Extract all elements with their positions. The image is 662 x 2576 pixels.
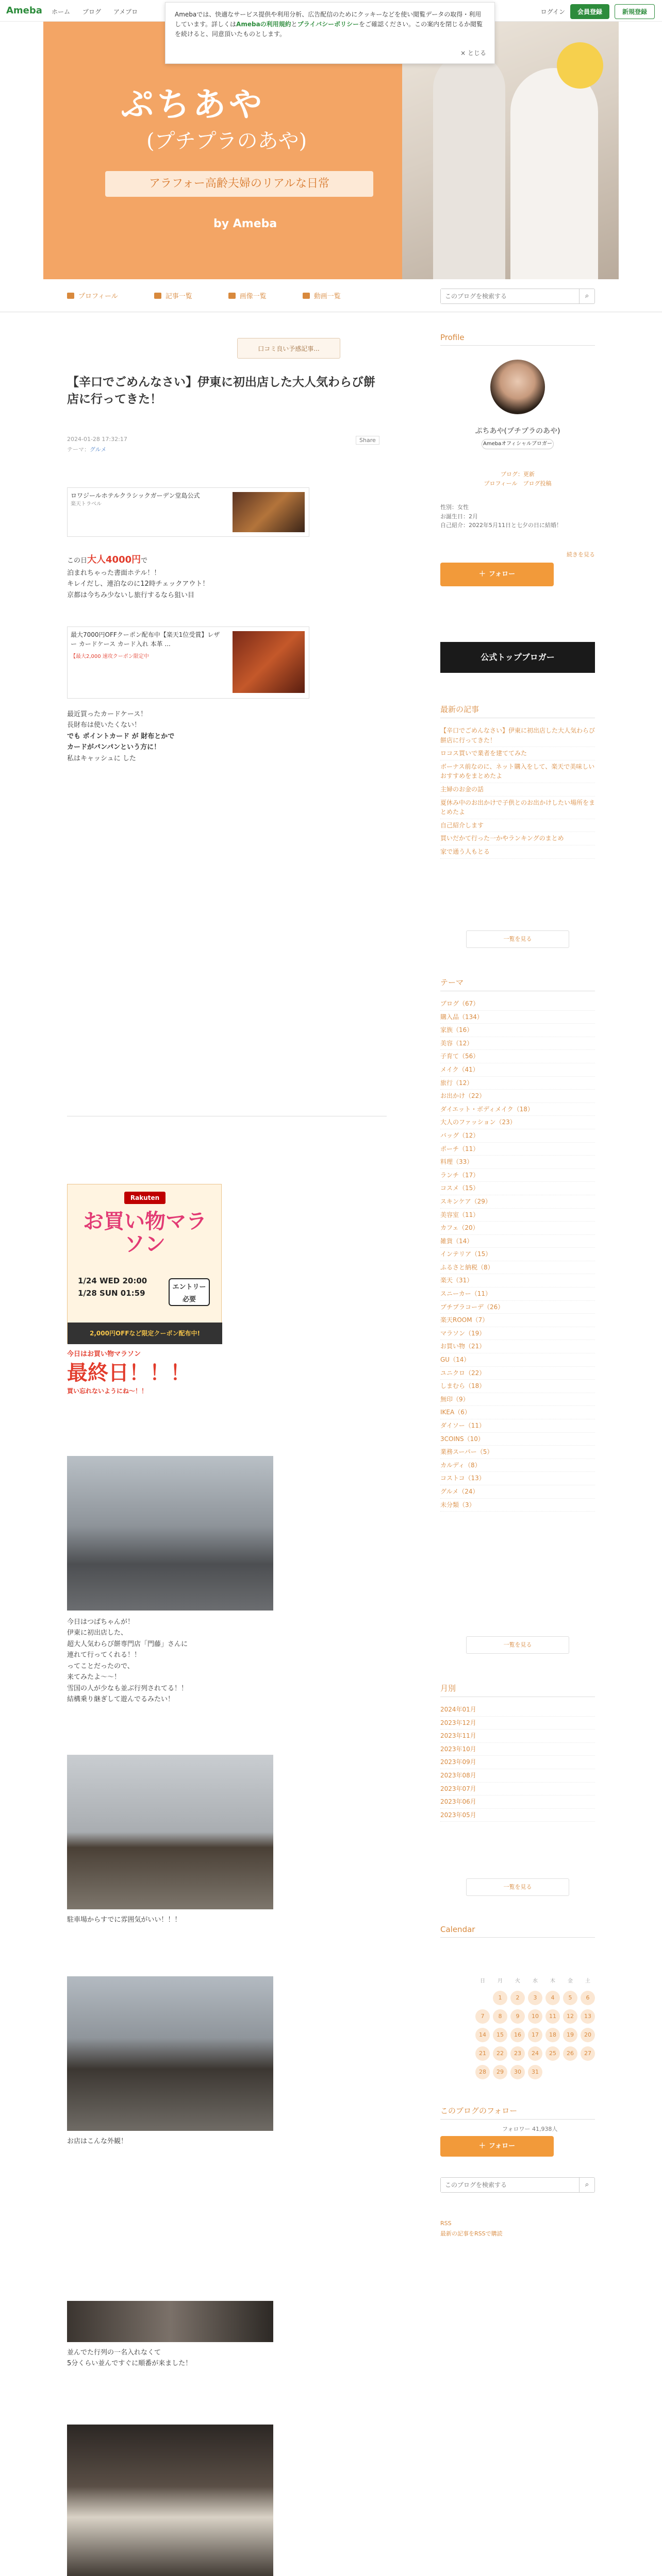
theme-item[interactable]: 雑貨（14） (440, 1235, 595, 1248)
review-button[interactable]: 口コミ良い予感記事... (237, 338, 340, 359)
calendar-week-row (440, 2028, 595, 2042)
hotel-price-prefix: この日 (67, 557, 88, 565)
calendar-day[interactable]: 5 (563, 1991, 577, 2005)
month-item[interactable]: 2024年01月 (440, 1703, 595, 1717)
theme-item[interactable]: グルメ（24） (440, 1485, 595, 1499)
rakuten-entry-badge: エントリー必要 (169, 1278, 210, 1306)
groom-figure (433, 53, 505, 279)
cookie-text: Amebaでは、快適なサービス提供や利用分析、広告配信のためにクッキーなどを使い閲覧データの取得・利用しています。詳しくは (175, 11, 482, 28)
cardcase-link-card[interactable] (67, 626, 309, 699)
cardcase-paragraph (67, 709, 376, 764)
theme-label: テーマ： (67, 446, 90, 453)
theme-item[interactable]: しまむら（18） (440, 1380, 595, 1393)
blog-nav-items (67, 291, 341, 300)
recent-item[interactable]: 買いだかて行った一かやランキングのまとめ (440, 832, 595, 845)
calendar-day[interactable]: 21 (475, 2046, 490, 2061)
shop-intro-7: 雪国の人が少なも並ぶ行列されてる！！ (67, 1684, 188, 1692)
month-item[interactable]: 2023年06月 (440, 1795, 595, 1809)
rakuten-marathon-banner[interactable] (67, 1184, 222, 1344)
calendar-day[interactable]: 25 (545, 2046, 560, 2061)
recent-item[interactable]: 主婦のお金の話 (440, 783, 595, 796)
banner-brand: by Ameba (213, 217, 277, 230)
cardcase-card-sub: 【最大2,000 速攻クーポン限定中 (71, 654, 149, 659)
cookie-tail: をご確認ください。この案内を閉じるか閲覧を続けると、同意頂いたものとします。 (175, 21, 483, 38)
theme-item[interactable]: 家族（16） (440, 1024, 595, 1037)
calendar-day[interactable]: 23 (510, 2046, 525, 2061)
calendar-day[interactable]: 1 (493, 1991, 507, 2005)
search-icon[interactable]: ⌕ (579, 2178, 594, 2192)
follow-heading: このブログのフォロー (440, 2105, 595, 2120)
article-theme (67, 445, 106, 453)
bouquet (557, 42, 603, 89)
profile-birthday: お誕生日：2月 (440, 513, 478, 520)
cookie-notice (165, 2, 495, 64)
calendar-day[interactable]: 4 (545, 1991, 560, 2005)
profile-gender: 性別：女性 (440, 504, 469, 511)
calendar-weekday: 日 (480, 1978, 485, 1984)
theme-item[interactable]: ダイエット・ボディメイク（18） (440, 1103, 595, 1116)
showcase-photo (67, 2425, 273, 2576)
calendar-day[interactable]: 10 (528, 2009, 542, 2024)
theme-item[interactable]: バッグ（12） (440, 1129, 595, 1143)
shop-intro-paragraph (67, 1617, 376, 1705)
theme-item[interactable]: メイク（41） (440, 1063, 595, 1077)
profile-name[interactable]: ぷちあや(プチプラのあや) (475, 427, 560, 435)
signup-button[interactable]: 新規登録 (615, 4, 655, 19)
recent-item[interactable]: ボーナス前なのに、ネット購入をして、楽天で美味しいおすすめをまとめたよ (440, 760, 595, 783)
marathon-final-day: 最終日！！！ (67, 1361, 191, 1385)
profile-heading: Profile (440, 333, 595, 346)
nav-videos-label: 動画一覧 (313, 293, 341, 300)
theme-item[interactable]: お出かけ（22） (440, 1090, 595, 1103)
recent-item[interactable]: 家で通う人もとる (440, 845, 595, 859)
privacy-link[interactable]: プライバシーポリシー (297, 21, 359, 28)
profile-link-row (440, 479, 595, 488)
queue-text-2: 5分くらい並んですぐに順番が来ました！ (67, 2360, 192, 2368)
queue-text-1: 並んでた行列の一名入れなくて (67, 2349, 161, 2357)
nav-images-label: 画像一覧 (239, 293, 267, 300)
theme-item[interactable]: 未分類（3） (440, 1499, 595, 1512)
calendar-heading: Calendar (440, 1925, 595, 1938)
follow-button[interactable] (440, 563, 554, 586)
calendar-day[interactable]: 16 (510, 2028, 525, 2042)
plus-icon: ＋ (478, 570, 486, 578)
nav-profile[interactable] (67, 291, 118, 300)
hotel-card-body (71, 491, 200, 508)
theme-item[interactable]: ふるさと納税（8） (440, 1261, 595, 1275)
rakuten-end: 1/28 SUN 01:59 (78, 1289, 145, 1298)
cardcase-card-image (233, 631, 305, 693)
banner-tagline: アラフォー高齢夫婦のリアルな日常 (105, 171, 373, 197)
profile-links (440, 470, 595, 488)
calendar-day[interactable]: 11 (545, 2009, 560, 2024)
hotel-price-suffix: で (141, 557, 148, 565)
hotel-price-line (67, 552, 376, 568)
calendar-day[interactable]: 27 (581, 2046, 595, 2061)
theme-item[interactable]: お買い物（21） (440, 1340, 595, 1353)
profile-intro: 自己紹介：2022年5月11日と七夕の日に結婚！ (440, 522, 562, 529)
building-photo (67, 1755, 273, 1909)
calendar (440, 1976, 595, 2083)
calendar-week-row (440, 1991, 595, 2005)
queue-photo (67, 2301, 273, 2342)
month-more-button[interactable]: 一覧を見る (466, 1878, 569, 1896)
calendar-empty-cell (563, 2065, 577, 2075)
month-item[interactable]: 2023年07月 (440, 1783, 595, 1796)
rss-links (440, 2218, 503, 2239)
hotel-price: 大人4000円 (87, 554, 141, 565)
nav-images[interactable] (228, 291, 267, 300)
calendar-day[interactable]: 7 (475, 2009, 490, 2024)
theme-item[interactable]: 楽天（31） (440, 1274, 595, 1287)
calendar-day[interactable]: 12 (563, 2009, 577, 2024)
theme-item[interactable]: プチプラコーデ（26） (440, 1301, 595, 1314)
theme-list (440, 997, 595, 1512)
calendar-empty-cell (545, 2065, 560, 2075)
theme-item[interactable]: コスメ（15） (440, 1182, 595, 1195)
theme-item[interactable]: ランチ（17） (440, 1169, 595, 1182)
calendar-day[interactable]: 22 (493, 2046, 507, 2061)
hotel-text-1: 泊まれちゃった書面ホテル！！ (67, 569, 161, 577)
hotel-card-image (233, 492, 305, 532)
theme-item[interactable]: 楽天ROOM（7） (440, 1314, 595, 1327)
marathon-reminder: 買い忘れないようにね～！！ (67, 1387, 148, 1395)
calendar-day[interactable]: 13 (581, 2009, 595, 2024)
official-badge: Amebaオフィシャルブロガー (482, 439, 554, 449)
rakuten-logo: Rakuten (124, 1192, 166, 1204)
month-item[interactable]: 2023年10月 (440, 1743, 595, 1756)
calendar-weekday: 水 (533, 1978, 538, 1984)
follow-button-2-label: フォロー (488, 2142, 516, 2150)
theme-item[interactable]: 旅行（12） (440, 1077, 595, 1090)
calendar-day[interactable]: 15 (493, 2028, 507, 2042)
calendar-week-row (440, 2065, 595, 2079)
topbar-right (541, 4, 655, 19)
calendar-day[interactable]: 18 (545, 2028, 560, 2042)
cardcase-text-3 (67, 731, 376, 742)
month-item[interactable]: 2023年11月 (440, 1730, 595, 1743)
month-item[interactable]: 2023年12月 (440, 1717, 595, 1730)
profile-info (440, 503, 595, 530)
calendar-weekday: 木 (550, 1978, 555, 1984)
sidebar-search-input[interactable] (441, 2178, 579, 2192)
month-list (440, 1703, 595, 1822)
shop-intro-5: ってことだったので、 (67, 1662, 134, 1670)
marathon-today: 今日はお買い物マラソン (67, 1350, 141, 1358)
calendar-weekday: 月 (498, 1978, 503, 1984)
profile-readmore-link[interactable]: 続きを見る (567, 551, 595, 558)
banner-title: ぷちあや (121, 86, 265, 124)
cardcase-text-4a: カードがパンパン (67, 743, 121, 752)
shop-intro-1: 今日はつばちゃんが！ (67, 1618, 135, 1626)
theme-item[interactable]: GU（14） (440, 1353, 595, 1367)
follow-button-2[interactable] (440, 2136, 554, 2157)
sidebar-search (440, 2177, 595, 2193)
cardcase-text-4 (67, 742, 376, 753)
month-item[interactable]: 2023年08月 (440, 1769, 595, 1783)
cardcase-text-3a: でも ポイントカード が 財布とかで (67, 732, 175, 740)
month-item[interactable]: 2023年09月 (440, 1756, 595, 1769)
bride-figure (510, 68, 598, 279)
ameba-logo[interactable]: Ameba (6, 5, 42, 16)
theme-item[interactable]: 3COINS（10） (440, 1433, 595, 1446)
shop-intro-4: 連れて行ってくれる！！ (67, 1651, 141, 1659)
calendar-day[interactable]: 29 (493, 2065, 507, 2079)
hotel-text-2: キレイだし、連泊なのに12時チェックアウト！ (67, 580, 209, 588)
shop-intro-3: 超大人気わらび餅専門店「門藤」さんに (67, 1640, 188, 1648)
parking-photo (67, 1456, 273, 1611)
article-date-text: 2024-01-28 17:32:17 (67, 436, 127, 443)
nav-videos[interactable] (303, 291, 341, 300)
queue-paragraph (67, 2347, 376, 2369)
calendar-day[interactable]: 31 (528, 2065, 542, 2079)
cardcase-text-2: 長財布は使いたくない！ (67, 721, 141, 730)
calendar-empty-cell (475, 1991, 490, 2001)
calendar-week-row (440, 2009, 595, 2024)
calendar-day[interactable]: 17 (528, 2028, 542, 2042)
hotel-paragraph (67, 552, 376, 601)
header-search (440, 289, 595, 304)
calendar-day[interactable]: 26 (563, 2046, 577, 2061)
cardcase-text-1: 最近買ったカードケース！ (67, 710, 147, 718)
theme-item[interactable]: 無印（9） (440, 1393, 595, 1406)
official-blogger-banner[interactable]: 公式トップブロガー (440, 642, 595, 673)
cookie-mid: と (291, 21, 297, 28)
theme-heading: テーマ (440, 977, 595, 991)
camera-icon (228, 293, 236, 299)
calendar-day[interactable]: 19 (563, 2028, 577, 2042)
theme-link[interactable]: グルメ (90, 446, 107, 453)
nav-articles[interactable] (154, 291, 192, 300)
share-button[interactable]: Share (356, 436, 379, 445)
avatar[interactable] (489, 359, 546, 415)
follower-count: フォロワー 41,938人 (502, 2126, 558, 2132)
video-icon (303, 293, 310, 299)
theme-item[interactable]: 購入品（134） (440, 1011, 595, 1024)
calendar-weekday: 金 (568, 1978, 573, 1984)
parking-caption: 駐車場からすでに雰囲気がいい！！！ (67, 1916, 181, 1924)
calendar-day[interactable]: 8 (493, 2009, 507, 2024)
month-item[interactable]: 2023年05月 (440, 1809, 595, 1822)
cardcase-card-title: 最大7000円OFFクーポン配布中【楽天1位受賞】レザー カードケース カード入れ 本革 ... (71, 631, 220, 648)
theme-item[interactable]: カルディ（8） (440, 1459, 595, 1472)
calendar-week-row (440, 2046, 595, 2061)
recent-item[interactable]: 自己紹介します (440, 819, 595, 833)
theme-item[interactable]: 料理（33） (440, 1156, 595, 1169)
calendar-day[interactable]: 6 (581, 1991, 595, 2005)
theme-item[interactable]: 大人のファッション（23） (440, 1116, 595, 1129)
register-button[interactable]: 会員登録 (570, 4, 609, 19)
calendar-day[interactable]: 14 (475, 2028, 490, 2042)
topbar-nav-blog[interactable]: ブログ (82, 8, 102, 15)
theme-item[interactable]: スニーカー（11） (440, 1287, 595, 1301)
theme-item[interactable]: 業務スーパー（5） (440, 1446, 595, 1459)
theme-item[interactable]: 美容室（11） (440, 1209, 595, 1222)
header-search-input[interactable] (441, 289, 579, 303)
calendar-empty-cell (581, 2065, 595, 2075)
theme-item[interactable]: カフェ（20） (440, 1222, 595, 1235)
rakuten-start: 1/24 WED 20:00 (78, 1276, 147, 1285)
rss-subscribe-link[interactable]: 最新の記事をRSSで購読 (440, 2230, 503, 2237)
profile-follow-count: ブログ：更新 (501, 471, 535, 478)
theme-item[interactable]: 子育て（56） (440, 1050, 595, 1063)
hotel-link-card[interactable] (67, 487, 309, 537)
calendar-weekday-row (440, 1976, 595, 1987)
recent-item[interactable]: 夏休み中のお出かけで子供とのお出かけしたい場所をまとめたよ (440, 796, 595, 819)
blog-subnav (0, 279, 662, 312)
marathon-paragraph (67, 1349, 376, 1397)
storefront-photo (67, 1976, 273, 2131)
theme-item[interactable]: ダイソー（11） (440, 1419, 595, 1433)
recent-list (440, 724, 595, 859)
search-icon[interactable]: ⌕ (579, 289, 594, 303)
rakuten-headline: お買い物マラソン (83, 1210, 207, 1256)
cookie-close-button[interactable]: × とじる (460, 49, 486, 57)
theme-item[interactable]: マラソン（19） (440, 1327, 595, 1341)
calendar-weekday: 土 (585, 1978, 590, 1984)
topbar-nav-ameblo[interactable]: アメブロ (113, 8, 138, 15)
rss-link[interactable]: RSS (440, 2220, 452, 2227)
person-icon (67, 293, 74, 299)
theme-item[interactable]: ユニクロ（22） (440, 1367, 595, 1380)
storefront-caption: お店はこんな外観！ (67, 2138, 128, 2145)
login-link[interactable]: ログイン (540, 8, 565, 15)
month-heading: 月別 (440, 1683, 595, 1697)
terms-link[interactable]: Amebaの利用規約 (236, 21, 291, 28)
hotel-card-title: ロワジールホテルクラシックガーデン堂島公式 (71, 492, 200, 499)
document-icon (154, 293, 161, 299)
blog-post-link[interactable]: ブログ投稿 (523, 480, 552, 487)
hotel-card-sub: 楽天トラベル (71, 501, 102, 507)
recent-more-button[interactable]: 一覧を見る (466, 930, 569, 948)
rakuten-coupon-bar: 2,000円OFFなど限定クーポン配布中! (68, 1323, 222, 1344)
theme-more-button[interactable]: 一覧を見る (466, 1636, 569, 1654)
article-title[interactable]: 【辛口でごめんなさい】伊東に初出店した大人気わらび餅店に行ってきた！ (67, 376, 375, 406)
follow-button-label: フォロー (488, 570, 516, 578)
profile-link[interactable]: プロフィール (484, 480, 518, 487)
recent-heading: 最新の記事 (440, 704, 595, 718)
calendar-day[interactable]: 30 (510, 2065, 525, 2079)
shop-intro-6: 来てみたよ～～！ (67, 1673, 121, 1682)
plus-icon: ＋ (478, 2142, 486, 2150)
hotel-text-3: 京都は今ちみ少ないし旅行するなら狙い目 (67, 591, 195, 599)
calendar-day[interactable]: 28 (475, 2065, 490, 2079)
nav-profile-label: プロフィール (78, 293, 118, 300)
calendar-day[interactable]: 9 (510, 2009, 525, 2024)
cardcase-text-5: 私はキャッシュに した (67, 754, 136, 762)
calendar-weekday: 火 (515, 1978, 520, 1984)
theme-item[interactable]: スキンケア（29） (440, 1195, 595, 1209)
shop-intro-8: 結構乗り継ぎして遊んでるみたい！ (67, 1696, 175, 1704)
theme-item[interactable]: IKEA（6） (440, 1406, 595, 1419)
theme-item[interactable]: ポーチ（11） (440, 1143, 595, 1156)
calendar-day[interactable]: 3 (528, 1991, 542, 2005)
calendar-day[interactable]: 24 (528, 2046, 542, 2061)
shop-intro-2: 伊東に初出店した、 (67, 1629, 128, 1637)
theme-item[interactable]: 美容（12） (440, 1037, 595, 1050)
theme-item[interactable]: インテリア（15） (440, 1248, 595, 1261)
cardcase-card-body (71, 630, 225, 660)
theme-item[interactable]: コストコ（13） (440, 1472, 595, 1485)
nav-articles-label: 記事一覧 (165, 293, 192, 300)
recent-item[interactable]: 【辛口でごめんなさい】伊東に初出店した大人気わらび餅店に行ってきた！ (440, 724, 595, 747)
banner-subtitle: (プチプラのあや) (146, 129, 307, 153)
recent-item[interactable]: ロコス買いで業者を建ててみた (440, 747, 595, 760)
theme-item[interactable]: ブログ（67） (440, 997, 595, 1011)
calendar-day[interactable]: 2 (510, 1991, 525, 2005)
calendar-day[interactable]: 20 (581, 2028, 595, 2042)
article-date (67, 436, 127, 443)
topbar-nav (52, 7, 138, 16)
topbar-nav-home[interactable]: ホーム (52, 8, 71, 15)
cardcase-text-4b: という方に！ (120, 743, 161, 752)
